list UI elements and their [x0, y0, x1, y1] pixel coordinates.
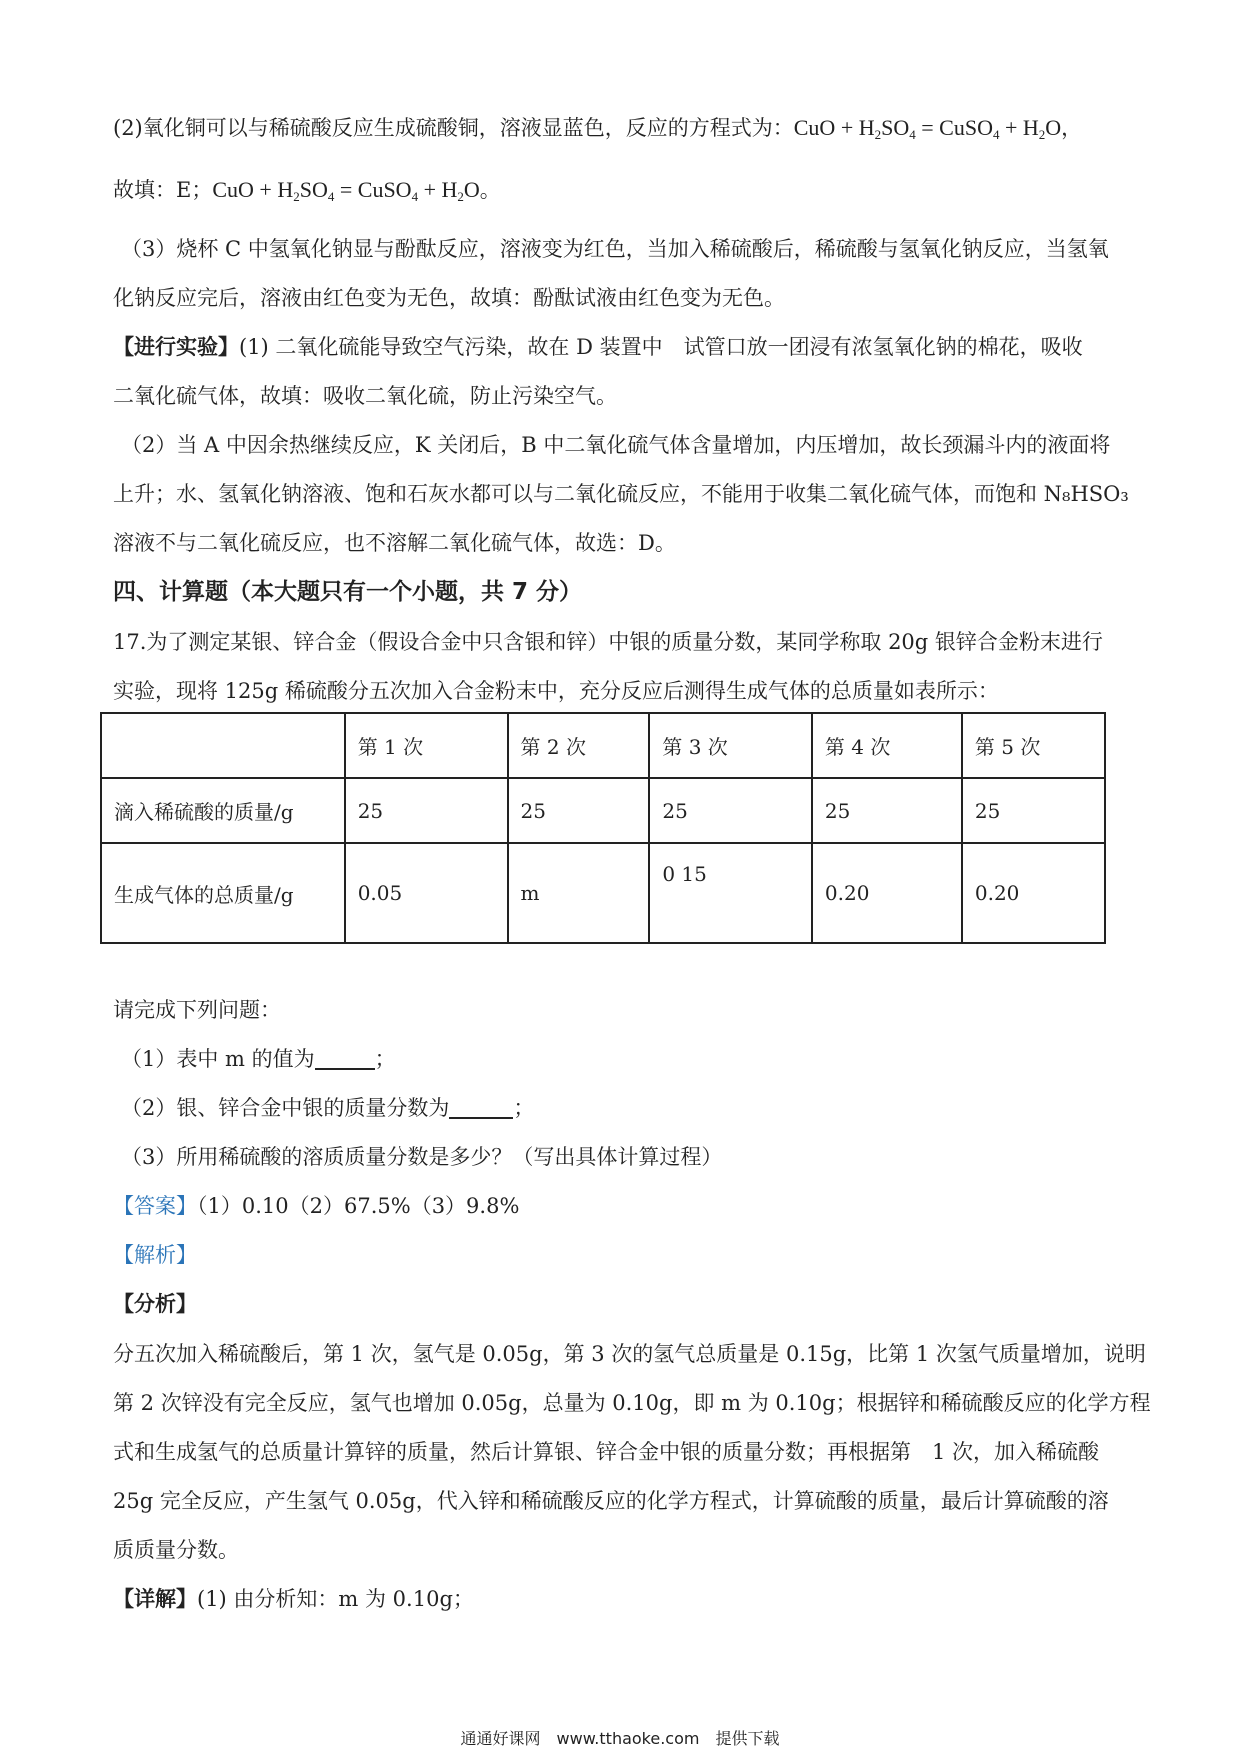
- detail-line: [113, 1584, 474, 1614]
- answer-label: 【答案】: [113, 1194, 197, 1218]
- table-cell: 生成气体的总质量/g: [101, 843, 345, 943]
- question-17-line-2: 实验，现将 125g 稀硫酸分五次加入合金粉末中，充分反应后测得生成气体的总质量如表所示：: [113, 679, 999, 703]
- text-span: 故填：E；: [113, 178, 213, 202]
- text-span: ；: [513, 1096, 535, 1120]
- text-ask: 请完成下列问题：: [113, 998, 281, 1022]
- table-cell: 0.05: [345, 843, 508, 943]
- table-cell: 第 2 次: [508, 713, 650, 778]
- text-span: (2)氧化铜可以与稀硫酸反应生成硫酸铜，溶液显蓝色，反应的方程式为：: [113, 116, 794, 140]
- answer-blank: [315, 1046, 375, 1070]
- table-cell: m: [508, 843, 650, 943]
- answer-line: [113, 1191, 519, 1221]
- text-line-8: 上升；水、氢氧化钠溶液、饱和石灰水都可以与二氧化硫反应，不能用于收集二氧化硫气体，而饱和 N₈HSO₃: [113, 482, 1129, 506]
- analysis-line-1: 分五次加入稀硫酸后，第 1 次，氢气是 0.05g，第 3 次的氢气总质量是 0.15g，比第 1 次氢气质量增加，说明: [113, 1342, 1146, 1366]
- sub-question-2: [121, 1093, 534, 1123]
- table-cell: 25: [649, 778, 812, 843]
- table-cell: 0 15: [649, 843, 812, 943]
- chemical-equation: CuO + $H_2SO_4$ = CuSO$_4$ + $H_2O$: [793, 115, 1062, 142]
- table-row: [101, 778, 1105, 843]
- table-cell: 25: [812, 778, 962, 843]
- fenxi-label: 【分析】: [113, 1291, 197, 1316]
- table-header-row: [101, 713, 1105, 778]
- analysis-line-4: 25g 完全反应，产生氢气 0.05g，代入锌和稀硫酸反应的化学方程式，计算硫酸的质量，最后计算硫酸的溶: [113, 1489, 1109, 1513]
- table-cell: 第 1 次: [345, 713, 508, 778]
- analysis-line-3: 式和生成氢气的总质量计算锌的质量，然后计算银、锌合金中银的质量分数；再根据第 1 次，加入稀硫酸: [113, 1440, 1100, 1464]
- table-cell: 第 4 次: [812, 713, 962, 778]
- text-span: (1) 二氧化硫能导致空气污染，故在 D 装置中 试管口放一团浸有浓氢氧化钠的棉花，吸收: [239, 335, 1083, 359]
- sub-question-1: [121, 1044, 396, 1074]
- sub-question-3: （3）所用稀硫酸的溶质质量分数是多少？（写出具体计算过程）: [121, 1145, 723, 1169]
- text-span: 。: [479, 178, 501, 202]
- analysis-line-5: 质质量分数。: [113, 1538, 239, 1562]
- text-line-1: [113, 113, 1082, 143]
- table-cell: 25: [508, 778, 650, 843]
- text-line-3: （3）烧杯 C 中氢氧化钠显与酚酞反应，溶液变为红色，当加入稀硫酸后，稀硫酸与氢氧化钠反应，当氢氧: [121, 237, 1109, 261]
- text-line-9: 溶液不与二氧化硫反应，也不溶解二氧化硫气体，故选：D。: [113, 531, 676, 555]
- table-cell: 滴入稀硫酸的质量/g: [101, 778, 345, 843]
- text-line-2: [113, 175, 501, 205]
- text-span: ；: [374, 1047, 396, 1071]
- section-heading: 四、计算题（本大题只有一个小题，共 7 分）: [113, 579, 583, 605]
- table-cell: 25: [345, 778, 508, 843]
- section-label: 【进行实验】: [113, 334, 239, 359]
- text-line-6: 二氧化硫气体，故填：吸收二氧化硫，防止污染空气。: [113, 384, 617, 408]
- table-cell: 0.20: [962, 843, 1105, 943]
- analysis-label: 【解析】: [113, 1243, 197, 1267]
- text-span: （1）表中 m 的值为: [121, 1047, 315, 1071]
- data-table: [100, 712, 1106, 944]
- text-line-7: （2）当 A 中因余热继续反应，K 关闭后，B 中二氧化硫气体含量增加，内压增加，故长颈漏斗内的液面将: [121, 433, 1111, 457]
- chemical-equation: CuO + $H_2SO_4$ = CuSO$_4$ + $H_2O$: [212, 177, 480, 204]
- analysis-line-2: 第 2 次锌没有完全反应，氢气也增加 0.05g，总量为 0.10g，即 m 为 0.10g；根据锌和稀硫酸反应的化学方程: [113, 1391, 1151, 1415]
- table-cell: 第 3 次: [649, 713, 812, 778]
- detail-label: 【详解】: [113, 1586, 197, 1611]
- text-span: (1) 由分析知：m 为 0.10g；: [197, 1587, 474, 1611]
- page-footer: 通通好课网 www.tthaoke.com 提供下载: [460, 1729, 780, 1748]
- text-line-5: [113, 332, 1083, 362]
- table-cell: 25: [962, 778, 1105, 843]
- text-span: （2）银、锌合金中银的质量分数为: [121, 1096, 450, 1120]
- answer-blank: [449, 1095, 513, 1119]
- table-row: [101, 843, 1105, 943]
- table-cell: 0.20: [812, 843, 962, 943]
- text-span: ，: [1061, 116, 1083, 140]
- text-line-4: 化钠反应完后，溶液由红色变为无色，故填：酚酞试液由红色变为无色。: [113, 286, 785, 310]
- table-cell: [101, 713, 345, 778]
- answer-text: （1）0.10（2）67.5%（3）9.8%: [197, 1194, 520, 1218]
- question-17-line-1: 17.为了测定某银、锌合金（假设合金中只含银和锌）中银的质量分数，某同学称取 20g 银锌合金粉末进行: [113, 630, 1103, 654]
- table-cell: 第 5 次: [962, 713, 1105, 778]
